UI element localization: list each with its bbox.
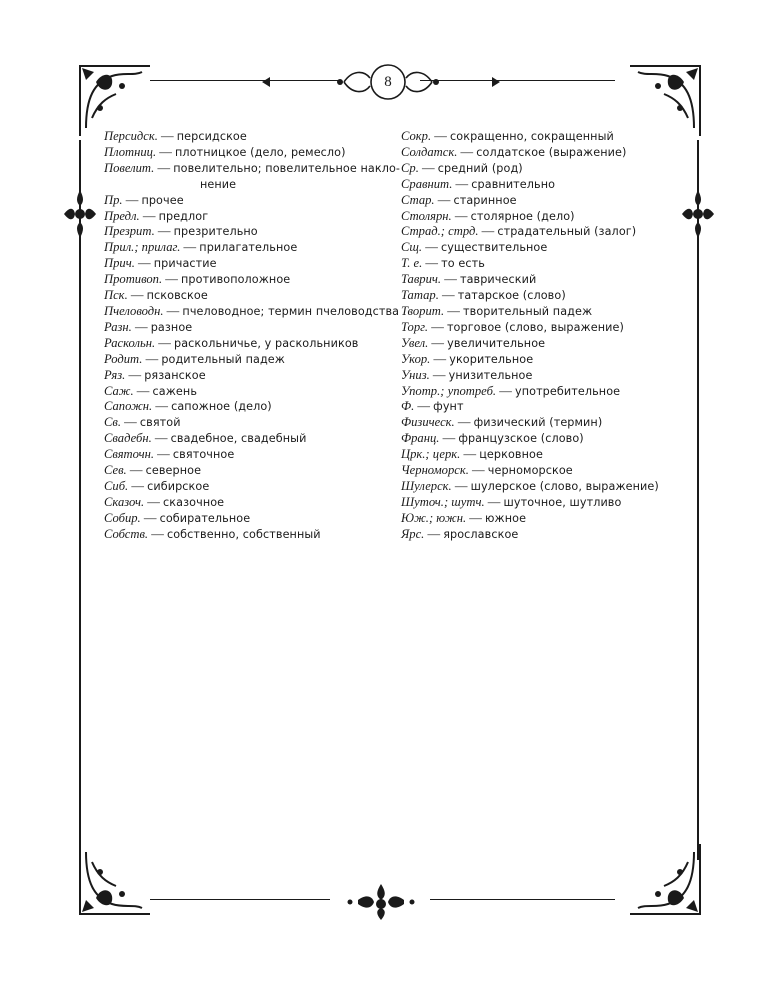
- abbreviation-term: Франц.: [401, 431, 440, 446]
- abbreviation-term: Сщ.: [401, 240, 423, 255]
- abbreviation-entry: Употр.; употреб. — употребительное: [401, 383, 621, 398]
- abbreviation-entry: Црк.; церк. — церковное: [401, 447, 543, 462]
- corner-ornament-top-right: [628, 58, 708, 138]
- abbreviation-term: Сокр.: [401, 129, 432, 143]
- abbreviation-term: Физическ.: [401, 415, 455, 430]
- abbreviation-term: Разн.: [104, 319, 132, 334]
- abbreviation-entry: Шуточ.; шутч. — шуточное, шутливо: [401, 494, 622, 509]
- abbreviation-term: Повелит.: [104, 160, 155, 175]
- corner-ornament-bottom-right: [628, 842, 708, 922]
- abbreviation-entry: Сев. — северное: [104, 463, 202, 478]
- abbreviation-term: Собир.: [104, 510, 141, 525]
- abbreviation-definition: предлог: [158, 209, 209, 223]
- abbreviation-term: Прил.; прилаг.: [104, 240, 181, 255]
- abbreviation-definition: северное: [145, 464, 202, 478]
- abbreviation-definition: столярное (дело): [470, 209, 575, 223]
- abbreviation-entry: Укор. — укорительное: [401, 351, 534, 366]
- abbreviation-definition-continuation: нение: [200, 177, 237, 191]
- frame-line-bottom-left: [150, 899, 330, 900]
- abbreviation-term: Ф.: [401, 399, 415, 414]
- abbreviation-term: Плотниц.: [104, 144, 157, 159]
- abbreviation-entry: Святочн. — святочное: [104, 447, 235, 462]
- abbreviation-definition: таврический: [459, 273, 537, 287]
- abbreviation-definition: свадебное, свадебный: [170, 432, 307, 446]
- abbreviation-entry: Повелит. — повелительно; повелительное накло- нение: [104, 160, 401, 191]
- abbreviations-left-column: [104, 129, 401, 543]
- abbreviation-entry: Пр. — прочее: [104, 192, 184, 207]
- abbreviation-definition: сказочное: [163, 495, 225, 509]
- abbreviation-definition: ярославское: [443, 527, 519, 541]
- abbreviation-term: Ярс.: [401, 526, 425, 541]
- abbreviation-definition: рязанское: [144, 368, 206, 382]
- abbreviation-definition: старинное: [453, 193, 517, 207]
- abbreviation-term: Страд.; стрд.: [401, 224, 479, 239]
- abbreviation-entry: Предл. — предлог: [104, 208, 209, 223]
- abbreviation-entry: Прич. — причастие: [104, 256, 217, 271]
- abbreviation-definition: страдательный (залог): [497, 225, 637, 239]
- abbreviation-term: Солдатск.: [401, 144, 458, 159]
- abbreviation-entry: Сиб. — сибирское: [104, 478, 210, 493]
- abbreviation-entry: Плотниц. — плотницкое (дело, ремесло): [104, 144, 346, 159]
- abbreviation-definition: унизительное: [448, 368, 533, 382]
- abbreviation-definition: шулерское (слово, выражение): [470, 479, 659, 493]
- abbreviation-term: Стар.: [401, 192, 435, 207]
- abbreviation-definition: существительное: [440, 241, 548, 255]
- abbreviation-definition: плотницкое (дело, ремесло): [175, 145, 346, 159]
- abbreviation-term: Таврич.: [401, 272, 442, 287]
- abbreviation-term: Пчеловодн.: [104, 303, 164, 318]
- abbreviation-definition: средний (род): [437, 161, 523, 175]
- abbreviation-entry: Прил.; прилаг. — прилагательное: [104, 240, 298, 255]
- abbreviation-term: Црк.; церк.: [401, 447, 461, 462]
- abbreviation-term: Юж.; южн.: [401, 510, 467, 525]
- abbreviation-entry: Сокр. — сокращенно, сокращенный: [401, 129, 614, 143]
- abbreviation-term: Столярн.: [401, 208, 452, 223]
- abbreviation-term: Саж.: [104, 383, 134, 398]
- abbreviation-term: Прич.: [104, 256, 135, 271]
- page-number: 8: [384, 73, 392, 90]
- abbreviation-entry: Сщ. — существительное: [401, 240, 548, 255]
- abbreviation-term: Т. е.: [401, 256, 423, 271]
- abbreviation-definition: увеличительное: [447, 336, 546, 350]
- abbreviation-entry: Шулерск. — шулерское (слово, выражение): [401, 478, 659, 493]
- abbreviation-term: Сказоч.: [104, 494, 145, 509]
- abbreviation-term: Персидск.: [104, 129, 158, 143]
- abbreviation-entry: Униз. — унизительное: [401, 367, 533, 382]
- abbreviation-definition: употребительное: [514, 384, 621, 398]
- abbreviation-term: Пск.: [104, 288, 128, 303]
- abbreviation-entry: Торг. — торговое (слово, выражение): [401, 319, 624, 334]
- abbreviation-definition: собственно, собственный: [166, 527, 321, 541]
- side-ornament-left: [62, 188, 98, 240]
- abbreviation-definition: персидское: [176, 130, 247, 143]
- abbreviation-definition: сапожное (дело): [171, 400, 272, 414]
- abbreviation-term: Пр.: [104, 192, 123, 207]
- abbreviation-term: Униз.: [401, 367, 430, 382]
- abbreviation-definition: прилагательное: [199, 241, 298, 255]
- abbreviation-definition: родительный падеж: [161, 352, 285, 366]
- abbreviation-term: Употр.; употреб.: [401, 383, 497, 398]
- abbreviation-entry: Персидск. — персидское: [104, 129, 247, 143]
- abbreviation-definition: противоположное: [181, 273, 291, 287]
- abbreviation-entry: Столярн. — столярное (дело): [401, 208, 575, 223]
- abbreviation-entry: Разн. — разное: [104, 319, 193, 334]
- frame-line-bottom-right: [430, 899, 615, 900]
- abbreviation-definition: то есть: [441, 257, 485, 271]
- abbreviation-term: Ряз.: [104, 367, 126, 382]
- abbreviation-entry: Пск. — псковское: [104, 288, 208, 303]
- abbreviation-term: Сиб.: [104, 478, 129, 493]
- abbreviation-term: Творит.: [401, 303, 445, 318]
- abbreviation-term: Ср.: [401, 160, 419, 175]
- abbreviation-definition: солдатское (выражение): [476, 145, 627, 159]
- abbreviation-term: Сравнит.: [401, 176, 453, 191]
- abbreviation-entry: Ярс. — ярославское: [401, 526, 519, 541]
- abbreviation-definition: физический (термин): [473, 416, 603, 430]
- abbreviation-entry: Собств. — собственно, собственный: [104, 526, 321, 541]
- abbreviation-term: Святочн.: [104, 447, 155, 462]
- abbreviation-entry: Солдатск. — солдатское (выражение): [401, 144, 627, 159]
- side-ornament-right: [680, 188, 716, 240]
- abbreviation-term: Укор.: [401, 351, 431, 366]
- abbreviation-entry: Творит. — творительный падеж: [401, 303, 593, 318]
- frame-line-left: [79, 140, 81, 860]
- abbreviation-entry: Свадебн. — свадебное, свадебный: [104, 431, 307, 446]
- abbreviation-definition: шуточное, шутливо: [503, 495, 622, 509]
- abbreviation-entry: Презрит. — презрительно: [104, 224, 258, 239]
- abbreviation-definition: святой: [139, 416, 181, 430]
- abbreviations-right-column: [401, 129, 671, 543]
- abbreviation-definition: фунт: [433, 400, 464, 414]
- abbreviation-definition: пчеловодное; термин пчеловодства: [182, 304, 400, 318]
- abbreviation-definition: причастие: [153, 257, 217, 271]
- abbreviation-definition: татарское (слово): [457, 289, 566, 303]
- abbreviation-entry: Увел. — увеличительное: [401, 335, 546, 350]
- abbreviation-entry: Таврич. — таврический: [401, 272, 537, 287]
- abbreviation-term: Шуточ.; шутч.: [401, 494, 485, 509]
- corner-ornament-top-left: [72, 58, 152, 138]
- abbreviation-definition: сибирское: [147, 479, 210, 493]
- abbreviation-term: Презрит.: [104, 224, 155, 239]
- abbreviation-definition: святочное: [172, 448, 235, 462]
- abbreviation-entry: Стар. — старинное: [401, 192, 517, 207]
- abbreviation-entry: Татар. — татарское (слово): [401, 288, 566, 303]
- abbreviation-entry: Сказоч. — сказочное: [104, 494, 225, 509]
- abbreviation-term: Сапожн.: [104, 399, 153, 414]
- abbreviation-term: Родит.: [104, 351, 143, 366]
- abbreviation-definition: презрительно: [173, 225, 258, 239]
- abbreviation-entry: Пчеловодн. — пчеловодное; термин пчеловодства: [104, 303, 400, 318]
- abbreviation-definition: повелительно; повелительное накло-: [173, 161, 401, 175]
- abbreviation-definition: сокращенно, сокращенный: [450, 130, 614, 143]
- abbreviation-term: Татар.: [401, 288, 439, 303]
- abbreviation-definition: черноморское: [487, 464, 573, 478]
- abbreviation-entry: Сравнит. — сравнительно: [401, 176, 556, 191]
- abbreviation-entry: Саж. — сажень: [104, 383, 198, 398]
- abbreviation-entry: Юж.; южн. — южное: [401, 510, 527, 525]
- abbreviation-entry: Т. е. — то есть: [401, 256, 485, 271]
- abbreviation-entry: Св. — святой: [104, 415, 181, 430]
- abbreviation-entry: Родит. — родительный падеж: [104, 351, 285, 366]
- abbreviation-definition: южное: [485, 511, 527, 525]
- abbreviation-entry: Франц. — французское (слово): [401, 431, 584, 446]
- abbreviation-definition: прочее: [141, 193, 184, 207]
- abbreviation-entry: Ряз. — рязанское: [104, 367, 206, 382]
- abbreviation-entry: Ср. — средний (род): [401, 160, 523, 175]
- abbreviation-term: Увел.: [401, 335, 429, 350]
- abbreviation-definition: церковное: [479, 448, 543, 462]
- abbreviation-term: Предл.: [104, 208, 140, 223]
- frame-line-right: [697, 140, 699, 860]
- abbreviation-term: Торг.: [401, 319, 429, 334]
- footer-ornament: [326, 882, 436, 922]
- abbreviation-definition: торговое (слово, выражение): [446, 320, 624, 334]
- abbreviation-entry: Черноморск. — черноморское: [401, 463, 573, 478]
- abbreviation-definition: псковское: [146, 289, 208, 303]
- abbreviation-definition: французское (слово): [458, 432, 584, 446]
- abbreviation-definition: раскольничье, у раскольников: [174, 336, 359, 350]
- abbreviation-term: Раскольн.: [104, 335, 156, 350]
- abbreviation-definition: укорительное: [449, 352, 534, 366]
- abbreviation-definition: разное: [150, 320, 193, 334]
- abbreviation-term: Свадебн.: [104, 431, 152, 446]
- abbreviation-entry: Страд.; стрд. — страдательный (залог): [401, 224, 637, 239]
- abbreviation-definition: сажень: [152, 384, 198, 398]
- abbreviation-definition: творительный падеж: [463, 304, 593, 318]
- abbreviation-entry: Физическ. — физический (термин): [401, 415, 603, 430]
- abbreviation-term: Черноморск.: [401, 463, 469, 478]
- abbreviation-entry: Ф. — фунт: [401, 399, 464, 414]
- corner-ornament-bottom-left: [72, 842, 152, 922]
- abbreviation-entry: Раскольн. — раскольничье, у раскольников: [104, 335, 359, 350]
- abbreviation-definition: собирательное: [159, 511, 251, 525]
- abbreviation-definition: сравнительно: [471, 177, 556, 191]
- abbreviation-entry: Сапожн. — сапожное (дело): [104, 399, 272, 414]
- abbreviation-term: Св.: [104, 415, 122, 430]
- abbreviation-term: Шулерск.: [401, 478, 452, 493]
- abbreviation-entry: Собир. — собирательное: [104, 510, 251, 525]
- abbreviation-entry: Противоп. — противоположное: [104, 272, 291, 287]
- abbreviation-term: Противоп.: [104, 272, 163, 287]
- abbreviation-term: Сев.: [104, 463, 127, 478]
- abbreviation-term: Собств.: [104, 526, 149, 541]
